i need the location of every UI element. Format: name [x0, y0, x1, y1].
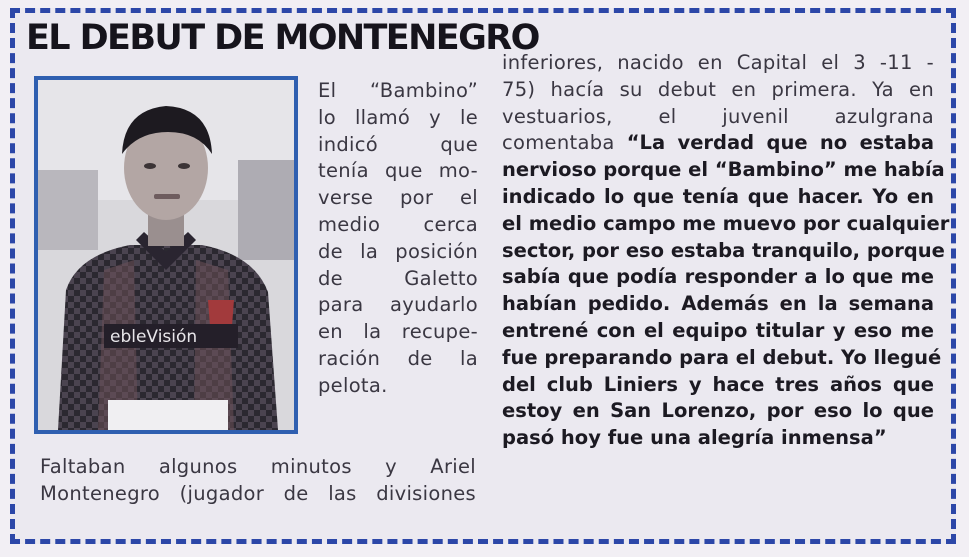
sponsor-text: ebleVisión [110, 327, 198, 347]
player-photo [34, 76, 298, 434]
text-line: en la recupe- [318, 320, 478, 344]
quote-line: fue preparando para el debut. Yo llegué [502, 345, 942, 369]
quote-line: del club Liniers y hace tres años que [502, 372, 934, 396]
text-line: verse por el [318, 186, 478, 210]
quote-line: sabía que podía responder a lo que me [502, 265, 934, 289]
right-column [502, 50, 950, 452]
text-line: 75) hacía su debut en primera. Ya en [502, 77, 934, 101]
text-line: de Galetto [318, 266, 478, 290]
quote-line: sector, por eso estaba tranquilo, porque [502, 238, 945, 262]
text-line: El “Bambino” [318, 79, 478, 102]
quote-fragment: “La verdad que no estaba [626, 131, 935, 155]
text-line: Montenegro (jugador de las divisiones [40, 481, 476, 505]
quote-line: pasó hoy fue una alegría inmensa” [502, 426, 887, 450]
text-line: pelota. [318, 373, 388, 397]
text-line: Faltaban algunos minutos y Ariel [40, 455, 476, 478]
text-fragment: comentaba [502, 131, 627, 155]
text-line: inferiores, nacido en Capital el 3 -11 - [502, 51, 934, 74]
quote-line: el medio campo me muevo por cualquier [502, 211, 950, 235]
quote-line: nervioso porque el “Bambino” me había [502, 158, 945, 182]
quote-line: indicado lo que tenía que hacer. Yo en [502, 184, 934, 208]
text-line: indicó que [318, 132, 478, 156]
quote-line: entrené con el equipo titular y eso me [502, 318, 934, 342]
intro-column [318, 78, 478, 400]
bottom-paragraph [40, 454, 476, 508]
text-line: ración de la [318, 346, 478, 370]
text-line: vestuarios, el juvenil azulgrana [502, 104, 934, 128]
article-title: EL DEBUT DE MONTENEGRO [26, 18, 539, 58]
text-line: tenía que mo- [318, 159, 478, 183]
text-line: lo llamó y le [318, 105, 478, 129]
quote-line: estoy en San Lorenzo, por eso lo que [502, 399, 934, 423]
quote-line: habían pedido. Además en la semana [502, 292, 934, 316]
text-line: medio cerca [318, 212, 478, 236]
text-line-mixed [502, 130, 934, 157]
text-line: de la posición [318, 239, 478, 263]
text-line: para ayudarlo [318, 293, 478, 317]
